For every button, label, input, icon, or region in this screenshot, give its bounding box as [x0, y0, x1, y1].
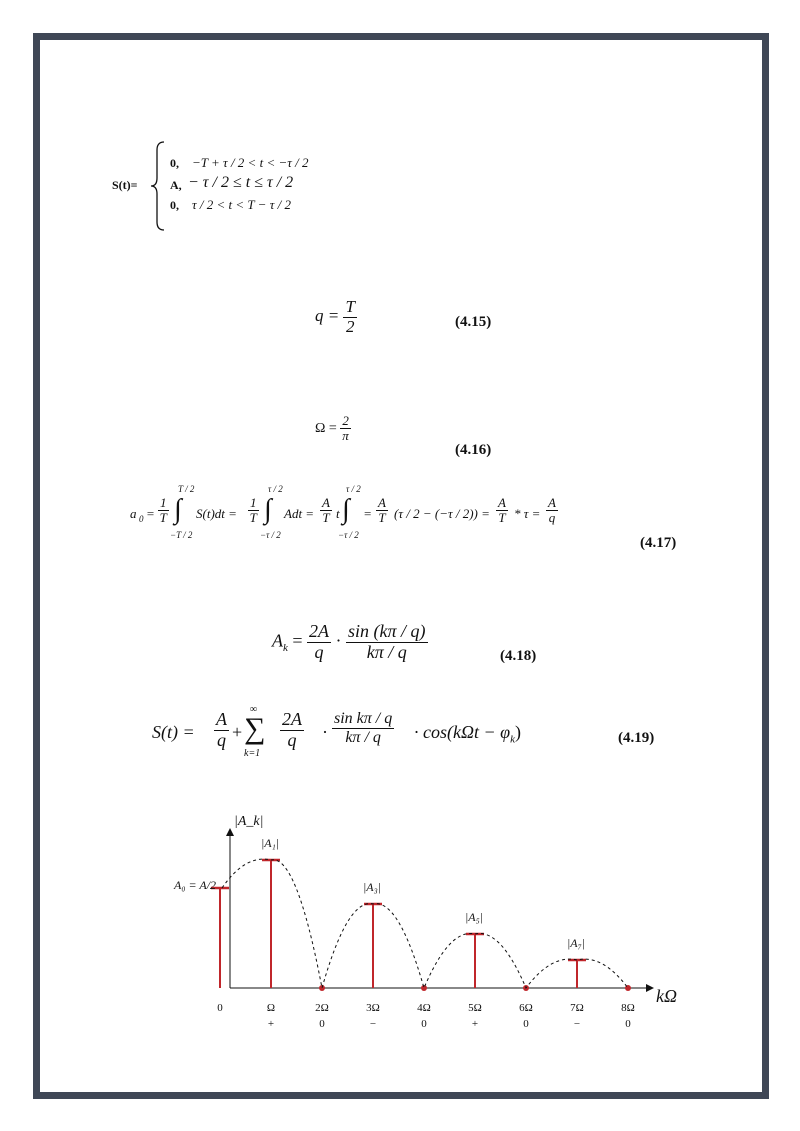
- zero-point-2: [319, 985, 325, 991]
- tick-label-6: 6Ω: [519, 1002, 533, 1014]
- eq417-int2-body: Adt =: [284, 506, 315, 521]
- bar-label-5: |A₅|: [465, 910, 484, 924]
- eq417-int1-lower: −T / 2: [170, 530, 193, 540]
- piecewise-definition: [112, 140, 352, 232]
- eq417-f3-num: A: [322, 495, 330, 510]
- case-3-condition: τ / 2 < t < T − τ / 2: [192, 197, 291, 212]
- eq418-f2: [346, 622, 428, 663]
- eq417-f6: [546, 496, 558, 526]
- integral-sign-1: ∫: [174, 494, 182, 525]
- eq417-f6-den: q: [548, 510, 556, 526]
- eq415-num: T: [345, 297, 355, 316]
- eq417-f1-num: 1: [160, 495, 167, 510]
- x-axis-label: kΩ: [656, 986, 678, 1006]
- case-2-value: A,: [170, 178, 182, 192]
- equation-label-4-15: (4.15): [455, 314, 492, 330]
- tick-label-7: 7Ω: [570, 1002, 584, 1014]
- eq417-int1-body: S(t)dt =: [196, 506, 237, 521]
- eq419-plus: +: [232, 722, 243, 742]
- equation-label-4-17: (4.17): [640, 535, 677, 551]
- case-1-value: 0,: [170, 156, 179, 170]
- tick-label-1: Ω: [266, 1002, 276, 1014]
- piecewise-lhs: S(t)=: [112, 178, 138, 192]
- sign-label-8: 0: [625, 1018, 631, 1030]
- eq418-f1-num: 2A: [309, 621, 330, 641]
- tick-label-3: 3Ω: [366, 1002, 380, 1014]
- sum-sign: ∑: [244, 712, 266, 745]
- equation-label-4-16: (4.16): [455, 442, 492, 458]
- tick-label-5: 5Ω: [468, 1002, 482, 1014]
- eq419-f2: [280, 710, 304, 751]
- eq417-int2-lower: −τ / 2: [260, 530, 281, 540]
- eq418-lhs-sub: k: [283, 642, 288, 655]
- eq418-f2-den: kπ / q: [366, 641, 407, 662]
- eq415-den: 2: [345, 316, 355, 336]
- eq417-times-tau: * τ =: [514, 506, 541, 521]
- sign-label-3: −: [369, 1018, 377, 1030]
- eq419-tail-end: ): [515, 722, 521, 742]
- eq418-f1-den: q: [314, 641, 324, 662]
- eq417-f4-den: T: [378, 510, 386, 526]
- sign-label-2: 0: [319, 1018, 325, 1030]
- dashed-envelope: [222, 859, 628, 988]
- case-3-value: 0,: [170, 198, 179, 212]
- eq419-f2-num: 2A: [282, 709, 302, 729]
- eq417-f5-num: A: [498, 495, 506, 510]
- sign-label-1: +: [267, 1018, 275, 1030]
- eq417-f1-den: T: [159, 510, 167, 526]
- eq416-fraction: [340, 414, 351, 444]
- eq417-int2-upper: τ / 2: [268, 484, 283, 494]
- bar-label-1: |A₁|: [261, 836, 280, 850]
- eq415-lhs: q =: [315, 306, 340, 326]
- case-2-condition: − τ / 2 ≤ t ≤ τ / 2: [188, 174, 294, 191]
- eq419-tail: [414, 722, 521, 746]
- eq417-f2-num: 1: [250, 495, 257, 510]
- eq416-num: 2: [342, 413, 349, 428]
- eq417-equals-a: =: [364, 506, 372, 521]
- eq417-eq: =: [146, 506, 155, 521]
- eq417-f5: [496, 496, 508, 526]
- eq417-f1: [158, 496, 169, 526]
- eq417-int1-upper: T / 2: [178, 484, 195, 494]
- tick-label-0: 0: [217, 1002, 223, 1014]
- case-1-condition: −T + τ / 2 < t < −τ / 2: [192, 155, 309, 170]
- bar-label-0: A₀ = A/2: [174, 878, 217, 892]
- equation-label-4-19: (4.19): [618, 730, 655, 746]
- bars-group: [211, 860, 631, 991]
- eq419-tail-text: · cos(kΩt − φ: [414, 722, 511, 742]
- equation-label-4-18: (4.18): [500, 648, 537, 664]
- spectrum-chart: [170, 808, 700, 1038]
- equation-4-18: [272, 622, 428, 663]
- y-axis-label: |A_k|: [234, 814, 264, 829]
- eq419-f3-num: sin kπ / q: [334, 710, 393, 727]
- eq417-f3-den: T: [322, 510, 330, 526]
- zero-point-4: [421, 985, 427, 991]
- eq419-sum-lower: k=1: [244, 748, 261, 759]
- eq417-f3: [320, 496, 332, 526]
- eq418-dot: ·: [335, 630, 347, 651]
- eq417-f2-den: T: [249, 510, 257, 526]
- eq419-lhs: S(t) =: [152, 722, 195, 742]
- integral-sign-2: ∫: [264, 494, 272, 525]
- eq417-eval-lower: −τ / 2: [338, 530, 359, 540]
- eq418-lhs: A: [272, 630, 283, 651]
- equation-4-19: [152, 704, 552, 764]
- eq419-dot: ·: [322, 722, 328, 742]
- eq419-f2-den: q: [287, 729, 297, 750]
- tick-label-2: 2Ω: [315, 1002, 329, 1014]
- sign-label-4: 0: [421, 1018, 427, 1030]
- equation-4-16: [315, 414, 351, 444]
- eq416-lhs: Ω =: [315, 421, 337, 437]
- eval-bar: ∫: [342, 494, 350, 525]
- eq419-tail-sub: k: [510, 733, 515, 746]
- eq418-equals: =: [292, 630, 308, 651]
- eq418-f1: [307, 622, 331, 663]
- tick-label-4: 4Ω: [417, 1002, 431, 1014]
- eq417-f4: [376, 496, 388, 526]
- sign-label-5: +: [471, 1018, 479, 1030]
- eq415-fraction: [343, 298, 356, 336]
- sign-label-7: −: [573, 1018, 581, 1030]
- eq417-f6-num: A: [548, 495, 556, 510]
- sign-label-6: 0: [523, 1018, 529, 1030]
- equation-4-15: [315, 298, 357, 336]
- tick-label-8: 8Ω: [621, 1002, 635, 1014]
- bar-label-7: |A₇|: [567, 936, 586, 950]
- eq418-f2-num: sin (kπ / q): [348, 621, 426, 641]
- eq419-f3: [332, 710, 394, 746]
- eq417-f2: [248, 496, 259, 526]
- eq417-lhs-sub: 0: [139, 514, 144, 524]
- eq419-f1-den: q: [217, 729, 226, 750]
- eq419-f1: [214, 710, 229, 751]
- eq417-paren: (τ / 2 − (−τ / 2)) =: [394, 506, 490, 521]
- eq417-lhs: a: [130, 506, 137, 521]
- eq417-t-eval: t: [336, 506, 340, 521]
- eq417-eval-upper: τ / 2: [346, 484, 361, 494]
- eq419-sum-upper: ∞: [250, 704, 258, 715]
- eq417-f4-num: A: [378, 495, 386, 510]
- eq417-f5-den: T: [498, 510, 506, 526]
- eq419-f3-den: kπ / q: [345, 728, 381, 746]
- left-brace: [150, 140, 166, 232]
- eq419-f1-num: A: [216, 709, 227, 729]
- bar-label-3: |A₃|: [363, 880, 382, 894]
- eq416-den: π: [342, 428, 349, 444]
